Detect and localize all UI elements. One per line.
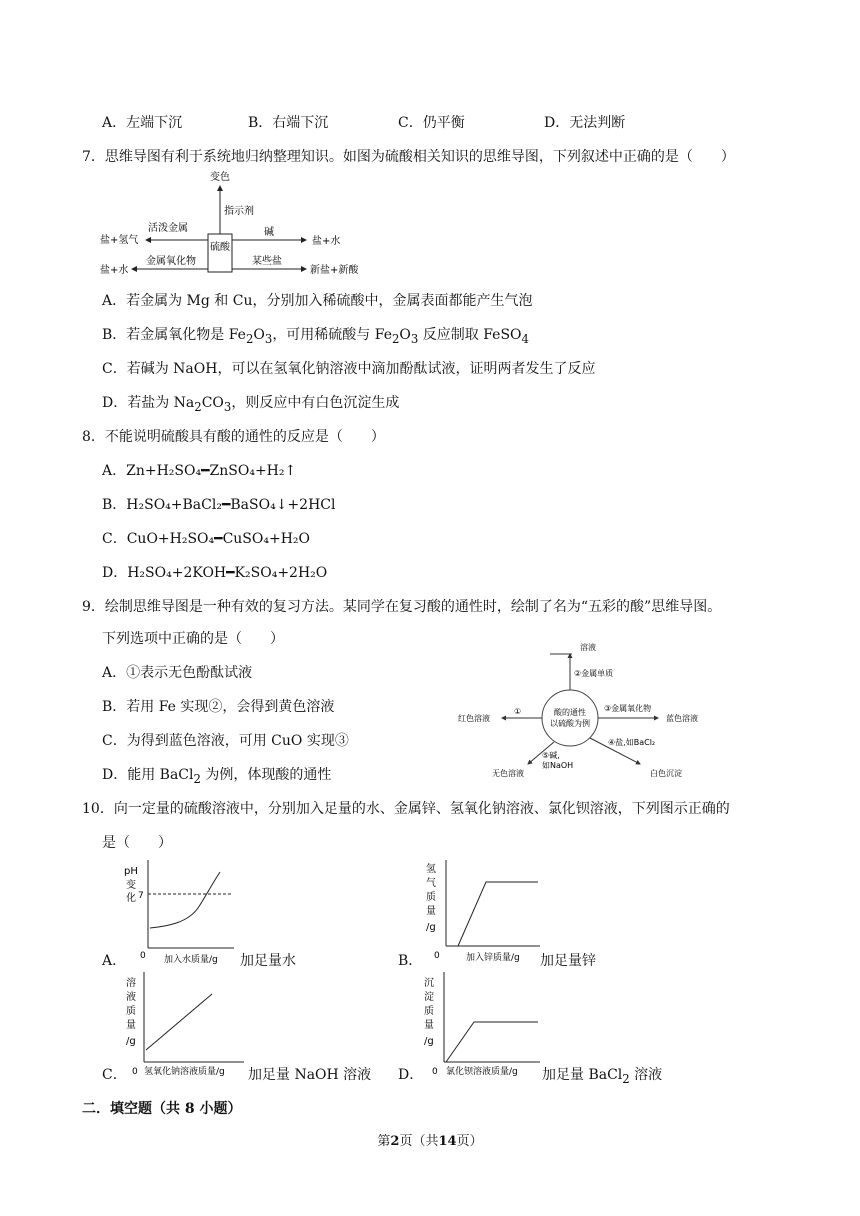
- svg-text:量: 量: [126, 1020, 136, 1031]
- q10-graph-a-caption: 加足量水: [240, 953, 296, 969]
- q9-label-3: ③金属氧化物: [604, 704, 652, 713]
- q10-graph-b-caption: 加足量锌: [540, 953, 596, 969]
- q6-option-b[interactable]: B．右端下沉: [248, 115, 329, 131]
- q10-graph-b-origin: 0: [434, 951, 440, 961]
- q8-option-c[interactable]: C．CuO+H₂SO₄━CuSO₄+H₂O: [102, 531, 311, 547]
- q10-graph-d-caption: 加足量 BaCl$_2$ 溶液: [542, 1067, 663, 1086]
- q9-label-2: ②金属单质: [574, 669, 614, 678]
- q10-graph-b-x-label: 加入锌质量/g: [466, 953, 520, 963]
- q10-graph-c-caption: 加足量 NaOH 溶液: [248, 1067, 372, 1083]
- q10-graph-a[interactable]: [120, 858, 240, 970]
- svg-text:液: 液: [126, 992, 136, 1003]
- q6-option-c[interactable]: C．仍平衡: [398, 115, 465, 131]
- q7-option-d[interactable]: D．若盐为 $Na_2CO_3$，则反应中有白色沉淀生成: [102, 395, 400, 414]
- q7-sulfuric-acid-mind-map: [100, 168, 390, 284]
- q9-label-5-line2: 如NaOH: [542, 761, 574, 770]
- q7-stem: 7．思维导图有利于系统地归纳整理知识。如图为硫酸相关知识的思维导图，下列叙述中正确的是（ ）: [82, 149, 735, 165]
- q9-option-c[interactable]: C．为得到蓝色溶液，可用 CuO 实现③: [102, 733, 349, 749]
- svg-text:/g: /g: [426, 922, 436, 933]
- q10-option-d-label[interactable]: D．: [398, 1067, 424, 1083]
- q9-stem-line1: 9．绘制思维导图是一种有效的复习方法。某同学在复习酸的通性时，绘制了名为“五彩的酸”思维导图。: [82, 599, 722, 615]
- svg-text:变: 变: [126, 880, 136, 891]
- q9-label-4: ④盐,如BaCl₂: [608, 738, 656, 747]
- q10-graph-b[interactable]: [422, 858, 544, 970]
- svg-text:淀: 淀: [424, 992, 434, 1003]
- q9-bottom-right-result: 白色沉淀: [650, 769, 682, 778]
- q6-option-a[interactable]: A．左端下沉: [102, 115, 183, 131]
- q9-colorful-acid-mind-map: [450, 640, 720, 782]
- q10-option-b-label[interactable]: B．: [398, 953, 423, 969]
- q9-stem-line2: 下列选项中正确的是（ ）: [102, 631, 284, 647]
- svg-text:/g: /g: [126, 1036, 136, 1047]
- svg-text:氢: 氢: [426, 864, 436, 875]
- svg-text:化: 化: [126, 893, 136, 904]
- q7-top-result: 变色: [210, 172, 230, 183]
- svg-text:质: 质: [426, 892, 436, 903]
- svg-text:/g: /g: [424, 1036, 434, 1047]
- q7-right-top-result: 盐+水: [312, 236, 341, 247]
- q7-right-bottom-result: 新盐+新酸: [310, 265, 359, 276]
- q7-center-label: 硫酸: [210, 242, 230, 253]
- q10-graph-a-x-label: 加入水质量/g: [164, 955, 218, 965]
- q10-graph-a-y-tick: 7: [138, 891, 144, 901]
- q7-left-bottom-result: 盐+水: [100, 265, 129, 276]
- q9-option-b[interactable]: B．若用 Fe 实现②，会得到黄色溶液: [102, 699, 335, 715]
- q8-stem: 8．不能说明硫酸具有酸的通性的反应是（ ）: [82, 429, 385, 445]
- q9-center-line1: 酸的通性: [554, 708, 586, 717]
- q9-center-line2: 以硫酸为例: [550, 719, 590, 728]
- q10-option-c-label[interactable]: C．: [102, 1067, 127, 1083]
- q10-graph-c[interactable]: [122, 968, 248, 1084]
- q7-option-b[interactable]: B．若金属氧化物是 $Fe_2O_3$，可用稀硫酸与 $Fe_2O_3$ 反应制取 FeSO$_4$: [102, 327, 529, 346]
- q9-option-a[interactable]: A．①表示无色酚酞试液: [102, 665, 253, 681]
- svg-text:溶: 溶: [126, 978, 136, 989]
- section-2-header: 二．填空题（共 8 小题）: [82, 1101, 242, 1117]
- q10-graph-a-origin: 0: [140, 951, 146, 961]
- svg-text:气: 气: [426, 878, 436, 889]
- q9-label-5-line1: ⑤碱,: [542, 751, 560, 760]
- q6-option-d[interactable]: D．无法判断: [544, 115, 626, 131]
- q10-graph-d[interactable]: [420, 968, 544, 1084]
- q7-right-bottom-arrow-label: 某些盐: [252, 256, 282, 267]
- svg-text:沉: 沉: [424, 978, 434, 989]
- q9-top-result: 溶液: [580, 643, 596, 652]
- svg-text:质: 质: [424, 1006, 434, 1017]
- page-footer: 第2页（共14页）: [377, 1134, 483, 1149]
- q7-left-top-arrow-label: 活泼金属: [148, 223, 188, 234]
- q7-top-arrow-label: 指示剂: [224, 206, 254, 217]
- q7-option-a[interactable]: A．若金属为 Mg 和 Cu，分别加入稀硫酸中，金属表面都能产生气泡: [102, 293, 533, 309]
- q9-option-d[interactable]: D．能用 BaCl$_2$ 为例，体现酸的通性: [102, 767, 332, 786]
- q10-graph-c-origin: 0: [132, 1067, 138, 1077]
- q9-bottom-left-result: 无色溶液: [492, 769, 524, 778]
- q9-label-1: ①: [514, 707, 522, 716]
- svg-text:量: 量: [424, 1020, 434, 1031]
- q9-right-result: 蓝色溶液: [666, 714, 698, 723]
- q8-option-d[interactable]: D．H₂SO₄+2KOH━K₂SO₄+2H₂O: [102, 565, 328, 581]
- q7-left-bottom-arrow-label: 金属氧化物: [146, 256, 196, 267]
- q7-right-top-arrow-label: 碱: [264, 227, 274, 238]
- q8-option-b[interactable]: B．H₂SO₄+BaCl₂━BaSO₄↓+2HCl: [102, 497, 336, 513]
- q10-option-a-label[interactable]: A．: [102, 953, 127, 969]
- svg-text:质: 质: [126, 1006, 136, 1017]
- q10-stem-line1: 10．向一定量的硫酸溶液中，分别加入足量的水、金属锌、氢氧化钠溶液、氯化钡溶液，下列图示正确的: [82, 801, 730, 817]
- q9-left-result: 红色溶液: [458, 714, 490, 723]
- q7-option-c[interactable]: C．若碱为 NaOH，可以在氢氧化钠溶液中滴加酚酞试液，证明两者发生了反应: [102, 361, 596, 377]
- q7-left-top-result: 盐+氢气: [100, 235, 139, 246]
- q10-graph-d-x-label: 氯化钡溶液质量/g: [446, 1067, 518, 1077]
- q10-stem-line2: 是（ ）: [102, 835, 172, 851]
- svg-text:pH: pH: [124, 866, 138, 877]
- svg-text:量: 量: [426, 906, 436, 917]
- q8-option-a[interactable]: A．Zn+H₂SO₄━ZnSO₄+H₂↑: [102, 463, 297, 479]
- q10-graph-d-origin: 0: [432, 1067, 438, 1077]
- q10-graph-c-x-label: 氢氧化钠溶液质量/g: [144, 1067, 225, 1077]
